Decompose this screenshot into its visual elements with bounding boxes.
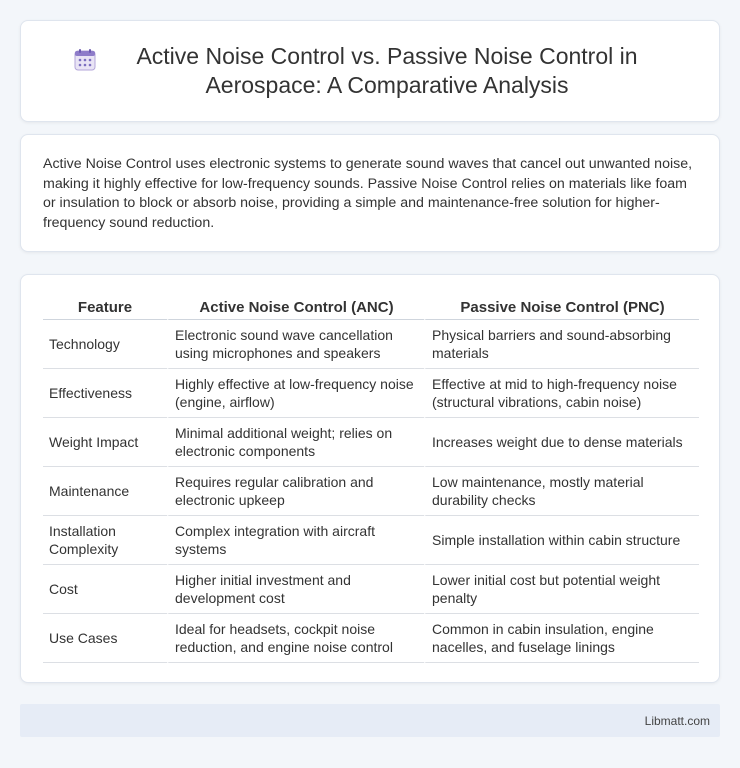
row-feature: Effectiveness [43,369,167,418]
row-feature: Cost [43,565,167,614]
table-header-row [43,296,699,320]
footer-brand[interactable]: Libmatt.com [644,713,710,728]
table-row [43,467,699,516]
row-pnc: Effective at mid to high-frequency noise (structural vibrations, cabin noise) [424,369,699,418]
table-row [43,418,699,467]
row-feature: Installation Complexity [43,516,167,565]
row-anc: Minimal additional weight; relies on electronic components [167,418,424,467]
row-pnc: Simple installation within cabin structure [424,516,699,565]
comparison-table [43,296,699,663]
title-wrap [73,42,667,100]
page-title: Active Noise Control vs. Passive Noise Control in Aerospace: A Comparative Analysis [136,43,638,98]
row-feature: Weight Impact [43,418,167,467]
row-feature: Technology [43,320,167,369]
row-anc: Higher initial investment and development cost [167,565,424,614]
header-card [20,20,720,122]
summary-text: Active Noise Control uses electronic systems to generate sound waves that cancel out unwanted noise, making it highly effective for low-frequency sounds. Passive Noise Control relies on materials like foam or insulation to block or absorb noise, providing a simple and maintenance-free solution for higher-frequency sound reduction. [43,156,693,231]
row-pnc: Common in cabin insulation, engine nacelles, and fuselage linings [424,614,699,663]
table-row [43,565,699,614]
header-feature: Feature [43,296,167,320]
row-anc: Complex integration with aircraft systems [167,516,424,565]
comparison-table-card [20,274,720,683]
row-pnc: Lower initial cost but potential weight penalty [424,565,699,614]
row-anc: Highly effective at low-frequency noise (engine, airflow) [167,369,424,418]
row-pnc: Low maintenance, mostly material durability checks [424,467,699,516]
table-row [43,614,699,663]
row-pnc: Physical barriers and sound-absorbing materials [424,320,699,369]
row-feature: Maintenance [43,467,167,516]
header-anc: Active Noise Control (ANC) [167,296,424,320]
header-pnc: Passive Noise Control (PNC) [424,296,699,320]
row-anc: Requires regular calibration and electronic upkeep [167,467,424,516]
row-anc: Ideal for headsets, cockpit noise reduction, and engine noise control [167,614,424,663]
table-row [43,369,699,418]
summary-card [20,134,720,252]
calendar-icon [73,48,97,72]
footer [20,704,720,737]
row-pnc: Increases weight due to dense materials [424,418,699,467]
row-anc: Electronic sound wave cancellation using microphones and speakers [167,320,424,369]
row-feature: Use Cases [43,614,167,663]
table-row [43,516,699,565]
table-row [43,320,699,369]
